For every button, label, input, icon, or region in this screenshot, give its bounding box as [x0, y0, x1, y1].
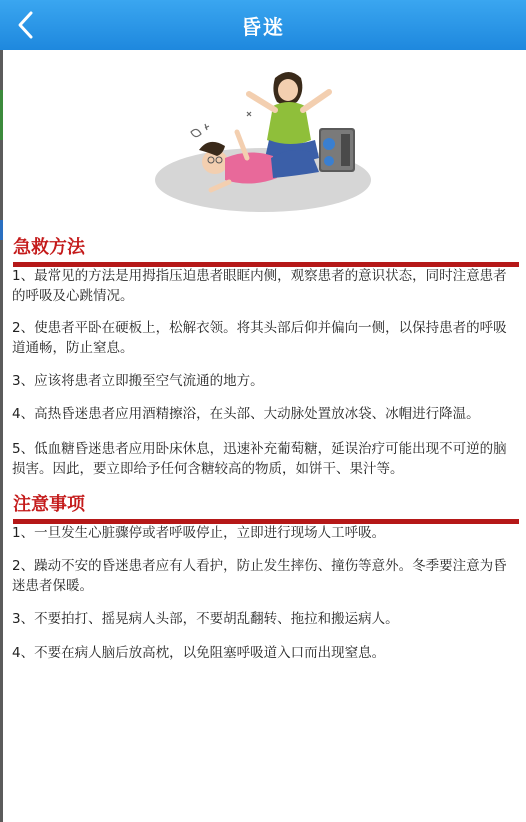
first-aid-item-3: 3、应该将患者立即搬至空气流通的地方。 — [12, 373, 264, 389]
section-heading-precautions: 注意事项 — [13, 490, 519, 524]
first-aid-scene-illustration — [151, 62, 383, 214]
first-aid-item-2: 2、使患者平卧在硬板上，松解衣领。将其头部后仰并偏向一侧，以保持患者的呼吸道通畅，防止窒息。 — [12, 320, 507, 356]
precaution-item-1: 1、一旦发生心脏骤停或者呼吸停止，立即进行现场人工呼吸。 — [12, 525, 386, 541]
article-content — [3, 50, 523, 822]
back-button[interactable] — [6, 6, 46, 44]
precaution-item-2: 2、躁动不安的昏迷患者应有人看护，防止发生摔伤、撞伤等意外。冬季要注意为昏迷患者保暖。 — [12, 558, 507, 594]
first-aid-item-1: 1、最常见的方法是用拇指压迫患者眼眶内侧，观察患者的意识状态，同时注意患者的呼吸及心跳情况。 — [12, 268, 507, 304]
page-title: 昏迷 — [241, 14, 285, 39]
first-aid-item-4: 4、高热昏迷患者应用酒精擦浴，在头部、大动脉处置放冰袋、冰帽进行降温。 — [12, 406, 480, 422]
first-aid-item-5: 5、低血糖昏迷患者应用卧床休息，迅速补充葡萄糖，延误治疗可能出现不可逆的脑损害。因此，要立即给予任何含糖较高的物质，如饼干、果汁等。 — [12, 441, 507, 477]
app-bar — [0, 0, 526, 50]
section-heading-first-aid: 急救方法 — [13, 233, 519, 267]
chevron-left-icon — [15, 10, 37, 40]
precaution-item-4: 4、不要在病人脑后放高枕，以免阻塞呼吸道入口而出现窒息。 — [12, 645, 386, 661]
precaution-item-3: 3、不要拍打、摇晃病人头部，不要胡乱翻转、拖拉和搬运病人。 — [12, 611, 399, 627]
